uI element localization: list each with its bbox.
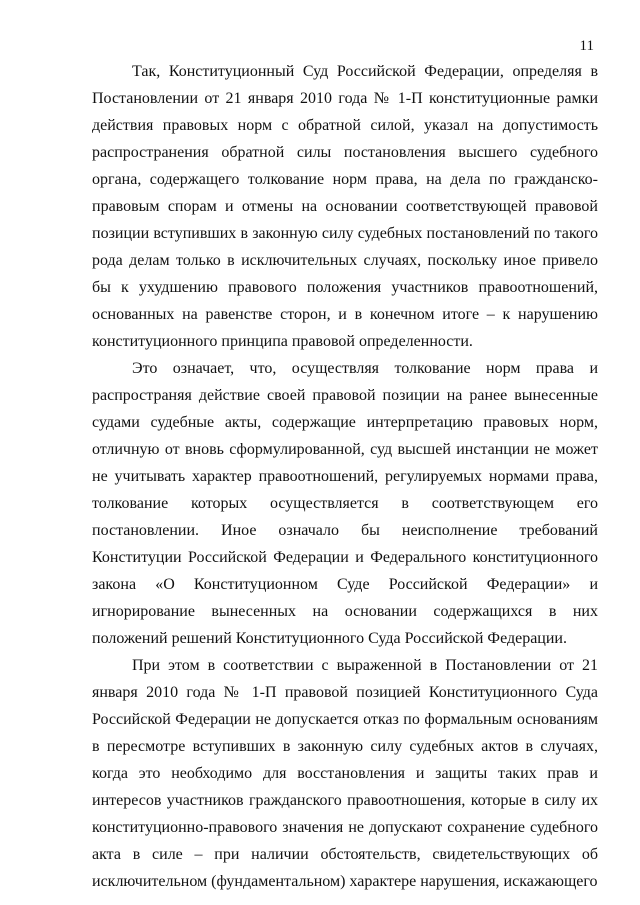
paragraph-1: Так, Конституционный Суд Российской Федерации, определяя в Постановлении от 21 января 2010 года № 1-П конституционные рамки действия правовых норм с обратной силой, указал на допустимость распространения обратной силы постановления высшего судебного органа, содержащего толкование норм права, на дела по гражданско-правовым спорам и отмены на основании соответствующей правовой позиции вступивших в законную силу судебных постановлений по такого рода делам только в исключительных случаях, поскольку иное привело бы к ухудшению правового положения участников правоотношений, основанных на равенстве сторон, и в конечном итоге – к нарушению конституционного принципа правовой определенности.	[92, 63, 598, 350]
paragraph-2: Это означает, что, осуществляя толкование норм права и распространяя действие своей правовой позиции на ранее вынесенные судами судебные акты, содержащие интерпретацию правовых норм, отличную от вновь сформулированной, суд высшей инстанции не может не учитывать характер правоотношений, регулируемых нормами права, толкование которых осуществляется в соответствующем его постановлении. Иное означало бы неисполнение требований Конституции Российской Федерации и Федерального конституционного закона «О Конституционном Суде Российской Федерации» и игнорирование вынесенных на основании содержащихся в них положений решений Конституционного Суда Российской Федерации.	[92, 360, 598, 647]
document-body	[92, 58, 598, 895]
page-number: 11	[579, 38, 594, 54]
paragraph-3: При этом в соответствии с выраженной в Постановлении от 21 января 2010 года № 1-П правовой позицией Конституционного Суда Российской Федерации не допускается отказ по формальным основаниям в пересмотре вступивших в законную силу судебных актов в случаях, когда это необходимо для восстановления и защиты таких прав и интересов участников гражданского правоотношения, которые в силу их конституционно-правового значения не допускают сохранение судебного акта в силе – при наличии обстоятельств, свидетельствующих об исключительном (фундаментальном) характере нарушения, искажающего	[92, 657, 598, 890]
